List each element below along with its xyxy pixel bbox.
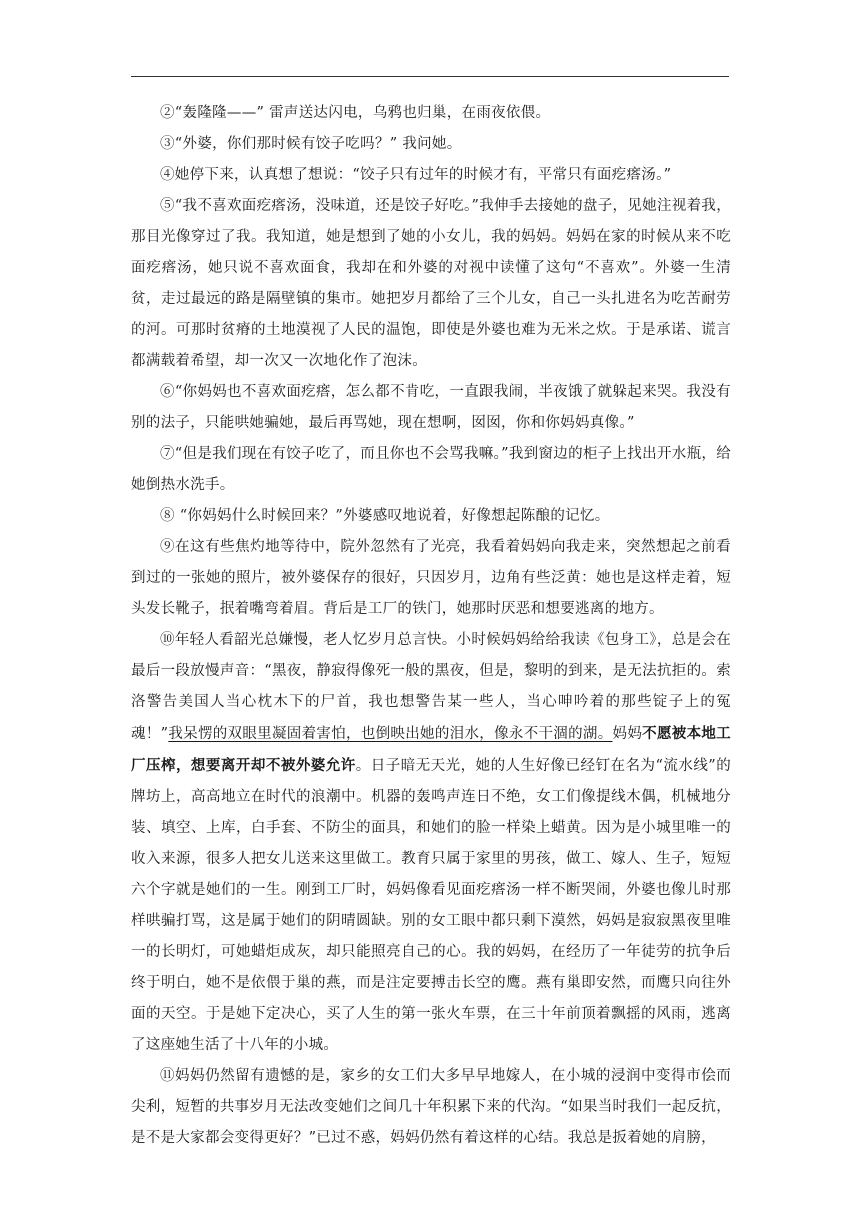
paragraph-7: ⑦“但是我们现在有饺子吃了，而且你也不会骂我嘛。”我到窗边的柜子上找出开水瓶，给她倒热水洗手。 — [131, 446, 731, 493]
header-rule — [131, 76, 729, 77]
paragraph-10-subject: 妈妈 — [612, 726, 643, 742]
paragraph-2: ②“轰隆隆——” 雷声送达闪电，乌鸦也归巢，在雨夜依偎。 — [160, 105, 551, 121]
paragraph-11: ⑪妈妈仍然留有遗憾的是，家乡的女工们大多早早地嫁人，在小城的浸润中变得市侩而尖利，短暂的共事岁月无法改变她们之间几十年积累下来的代沟。“如果当时我们一起反抗，是不是大家都会变得更好？”已过不惑，妈妈仍然有着这样的心结。我总是扳着她的肩膀， — [131, 1068, 731, 1146]
paragraph-10 — [131, 625, 731, 1061]
underlined-sentence: 我呆愣的双眼里凝固着害怕，也倒映出她的泪水，像永不干涸的湖。 — [168, 726, 613, 742]
paragraph-3: ③“外婆，你们那时候有饺子吃吗？” 我问她。 — [160, 136, 462, 152]
paragraph-5: ⑤“我不喜欢面疙瘩汤，没味道，还是饺子好吃。”我伸手去接她的盘子，见她注视着我，那目光像穿过了我。我知道，她是想到了她的小女儿，我的妈妈。妈妈在家的时候从来不吃面疙瘩汤，她只说不喜欢面食，我却在和外婆的对视中读懂了这句“不喜欢”。外婆一生清贫，走过最远的路是隔壁镇的集市。她把岁月都给了三个儿女，自己一头扎进名为吃苦耐劳的河。可那时贫瘠的土地漠视了人民的温饱，即使是外婆也难为无米之炊。于是承诺、谎言都满载着希望，却一次又一次地化作了泡沫。 — [131, 198, 731, 369]
article-body — [131, 98, 731, 1154]
paragraph-9: ⑨在这有些焦灼地等待中，院外忽然有了光亮，我看着妈妈向我走来，突然想起之前看到过的一张她的照片，被外婆保存的很好，只因岁月，边角有些泛黄：她也是这样走着，短头发长靴子，抿着嘴弯着眉。背后是工厂的铁门，她那时厌恶和想要逃离的地方。 — [131, 539, 731, 617]
paragraph-10-opening: ⑩年轻人看韶光总嫌慢，老人忆岁月总言快。小时候妈妈给给我读《包身工》，总是会在最后一段放慢声音：“黑夜，静寂得像死一般的黑夜，但是，黎明的到来，是无法抗拒的。索洛警告美国人当心枕木下的尸首，我也想警告某一些人，当心呻吟着的那些锭子上的冤魂！” — [131, 632, 731, 742]
paragraph-10-rest: 。日子暗无天光，她的人生好像已经钉在名为“流水线”的牌坊上，高高地立在时代的浪潮中。机器的轰鸣声连日不绝，女工们像提线木偶，机械地分装、填空、上库，白手套、不防尘的面具，和她们的脸一样染上蜡黄。因为是小城里唯一的收入来源，很多人把女儿送来这里做工。教育只属于家里的男孩，做工、嫁人、生子，短短六个字就是她们的一生。刚到工厂时，妈妈像看见面疙瘩汤一样不断哭闹，外婆也像儿时那样哄骗打骂，这是属于她们的阴晴圆缺。别的女工眼中都只剩下漠然，妈妈是寂寂黑夜里唯一的长明灯，可她蜡炬成灰，却只能照亮自己的心。我的妈妈，在经历了一年徒劳的抗争后终于明白，她不是依偎于巢的燕，而是注定要搏击长空的鹰。燕有巢即安然，而鹰只向往外面的天空。于是她下定决心，买了人生的第一张火车票，在三十年前顶着飘摇的风雨，逃离了这座她生活了十八年的小城。 — [131, 758, 731, 1053]
paragraph-8: ⑧ “你妈妈什么时候回来？”外婆感叹地说着，好像想起陈酿的记忆。 — [160, 508, 610, 524]
paragraph-4: ④她停下来，认真想了想说：“饺子只有过年的时候才有，平常只有面疙瘩汤。” — [160, 167, 672, 183]
bold-phrase: 不愿被本地工厂压榨，想要离开却不被外婆允许 — [131, 725, 731, 774]
paragraph-6: ⑥“你妈妈也不喜欢面疙瘩，怎么都不肯吃，一直跟我闹，半夜饿了就躲起来哭。我没有别的法子，只能哄她骗她，最后再骂她，现在想啊，囡囡，你和你妈妈真像。” — [131, 384, 731, 431]
